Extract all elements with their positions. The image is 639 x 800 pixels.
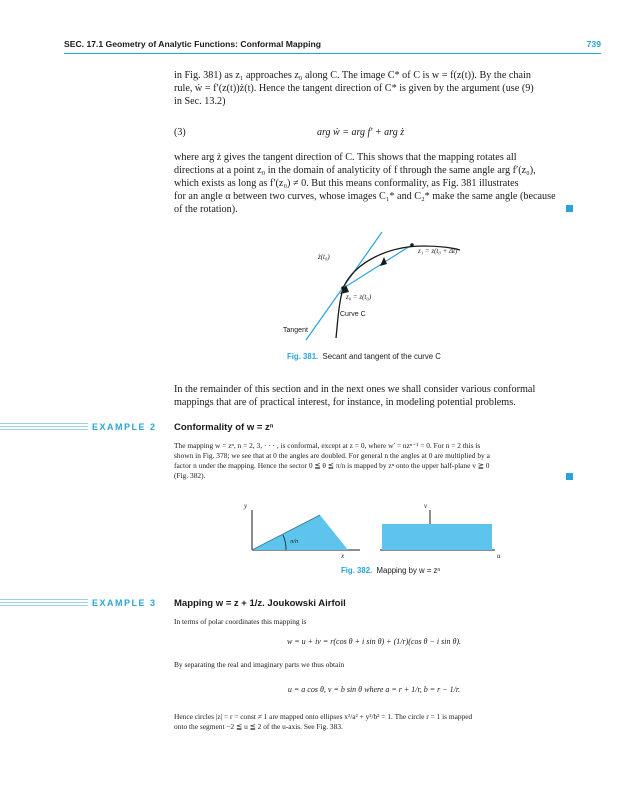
text-line: (Fig. 382). <box>174 471 206 480</box>
secant-line <box>342 246 410 289</box>
label-zdot: ż(t₀) <box>318 253 330 261</box>
text-line: onto the segment −2 ≦ u ≦ 2 of the u-axis. See Fig. 383. <box>174 722 343 731</box>
caption-number: Fig. 381. <box>287 352 319 361</box>
label-u: u <box>497 552 501 560</box>
page-number: 739 <box>586 39 601 49</box>
text-line: By separating the real and imaginary parts we thus obtain <box>174 660 345 669</box>
label-curve-c: Curve C <box>340 311 366 318</box>
text-line: in Sec. 13.2) <box>174 96 226 107</box>
caption-text: Secant and tangent of the curve C <box>322 352 441 361</box>
label-angle: π/n <box>290 538 299 545</box>
figure-382 <box>240 502 510 562</box>
remainder-paragraph <box>174 383 574 409</box>
label-v: v <box>424 502 428 510</box>
running-header-title: SEC. 17.1 Geometry of Analytic Functions: Conformal Mapping <box>64 39 322 49</box>
text-line: In terms of polar coordinates this mapping is <box>174 617 307 626</box>
text-line: The mapping w = zⁿ, n = 2, 3, · · · , is conformal, except at z = 0, where w′ = nzⁿ⁻¹ = 0. For n = 2 this is <box>174 441 481 450</box>
label-y: y <box>244 502 248 510</box>
text-line: In the remainder of this section and in the next ones we shall consider various conformal <box>174 384 536 395</box>
text-line: shown in Fig. 378; we see that at 0 the angles are doubled. For general n the angles at 0 are multiplied by a <box>174 451 490 460</box>
example-2-title: Conformality of w = zⁿ <box>174 422 274 433</box>
text-line: for an angle α between two curves, whose images C₁* and C₂* make the same angle (because <box>174 191 556 202</box>
figure-381-caption <box>287 352 441 361</box>
example-rule <box>0 599 88 607</box>
example-rule <box>0 423 88 431</box>
text-line: where arg ż gives the tangent direction of C. This shows that the mapping rotates all <box>174 152 517 163</box>
explanation-paragraph <box>174 151 574 216</box>
equation-3: arg ẇ = arg f′ + arg ż <box>317 127 405 138</box>
example-3-intro <box>174 617 574 627</box>
intro-paragraph <box>174 69 574 108</box>
text-line: directions at a point z₀ in the domain of analyticity of f through the same angle arg f′(z₀), <box>174 165 536 176</box>
text-line: factor n under the mapping. Hence the sector 0 ≦ θ ≦ π/n is mapped by zⁿ onto the upper half-plane v ≧ 0 <box>174 461 490 470</box>
example-3-text <box>174 660 574 670</box>
example-3-equation-1: w = u + iv = r(cos θ + i sin θ) + (1/r)(cos θ − i sin θ). <box>286 637 462 646</box>
caption-text: Mapping by w = zⁿ <box>376 566 441 575</box>
text-line: of the rotation). <box>174 204 238 215</box>
point-z1 <box>410 243 414 247</box>
caption-number: Fig. 382. <box>341 566 373 575</box>
text-line: mappings that are of practical interest, for instance, in modeling potential problems. <box>174 397 516 408</box>
example-3-title: Mapping w = z + 1/z. Joukowski Airfoil <box>174 598 346 609</box>
example-3-label: EXAMPLE 3 <box>92 598 157 608</box>
label-z0: z₀ = z(t₀) <box>346 293 372 301</box>
text-line: rule, ẇ = f′(z(t))ż(t). Hence the tangent direction of C* is given by the argument (use (9) <box>174 83 534 94</box>
upper-half-plane <box>382 524 492 550</box>
example-3-conclusion <box>174 712 574 732</box>
example-3-equation-2: u = a cos θ, v = b sin θ where a = r + 1/r, b = r − 1/r. <box>287 685 461 694</box>
label-z1: z₁ = z(t₀ + Δt) <box>418 247 458 255</box>
text-line: Hence circles |z| = r = const ≠ 1 are mapped onto ellipses x²/a² + y²/b² = 1. The circle r = 1 is mapped <box>174 712 473 721</box>
curve-c <box>336 246 460 338</box>
text-line: in Fig. 381) as z₁ approaches z₀ along C. The image C* of C is w = f(z(t)). By the chain <box>174 70 531 81</box>
example-2-label: EXAMPLE 2 <box>92 422 157 432</box>
label-tangent: Tangent <box>283 327 308 334</box>
example-2-body <box>174 441 574 481</box>
equation-number: (3) <box>174 127 186 138</box>
label-x: x <box>341 552 345 560</box>
figure-382-caption <box>341 566 440 575</box>
text-line: which exists as long as f′(z₀) ≠ 0. But this means conformality, as Fig. 381 illustrates <box>174 178 519 189</box>
header-rule <box>64 53 601 54</box>
end-of-proof-square <box>566 205 573 212</box>
sector-region <box>252 515 348 550</box>
end-of-example-square <box>566 473 573 480</box>
